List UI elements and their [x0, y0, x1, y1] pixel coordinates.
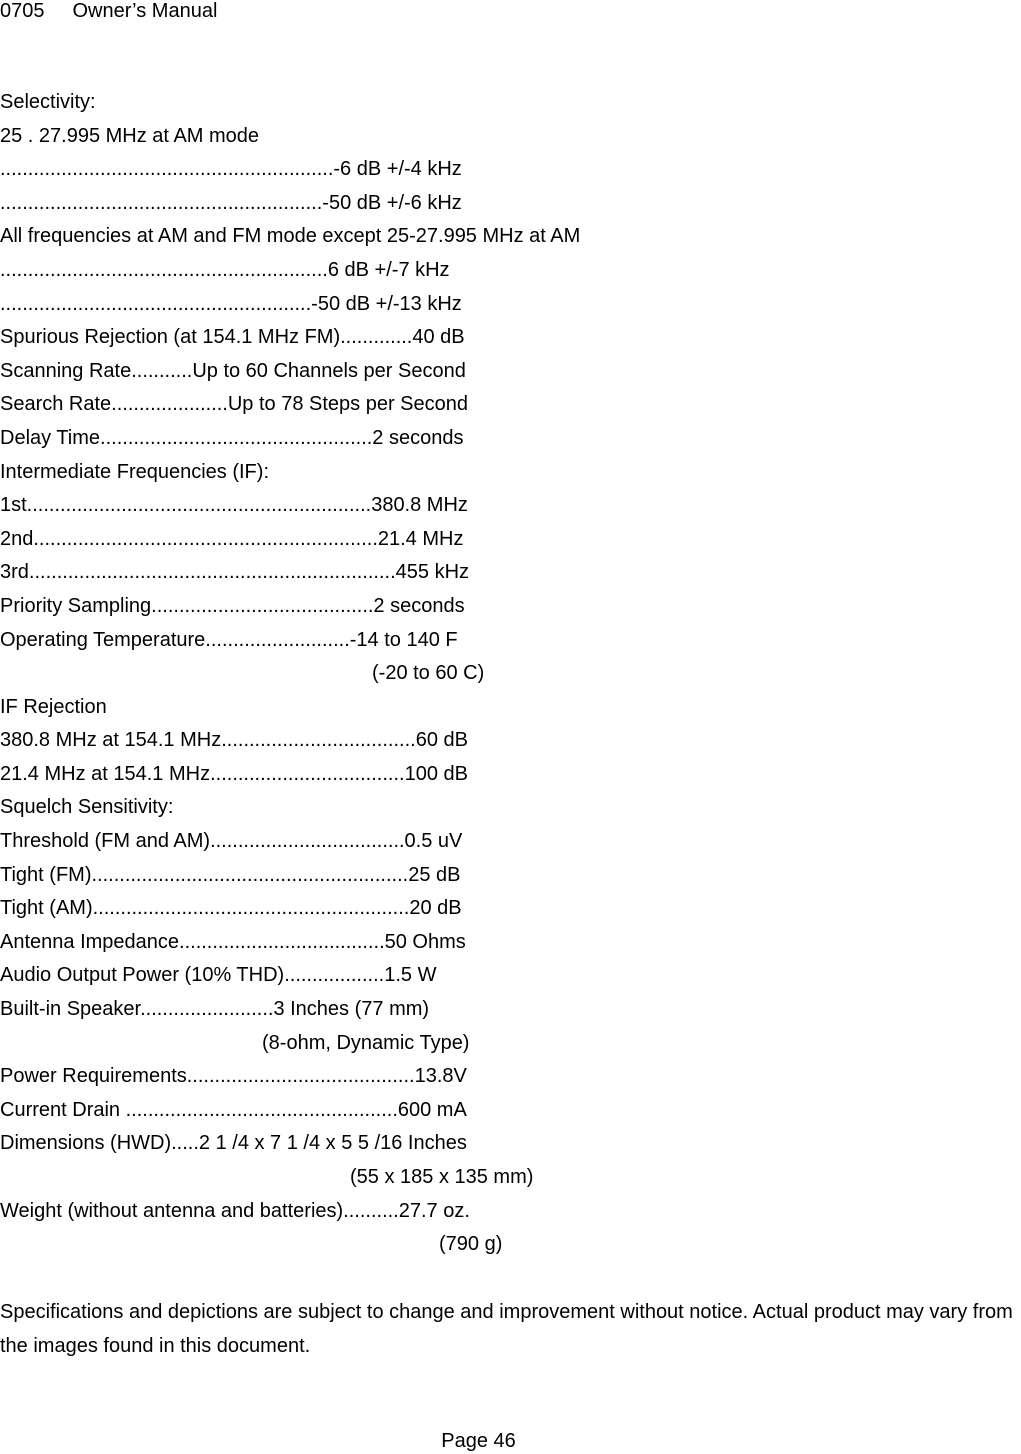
spec-line: Audio Output Power (10% THD)..................1.5 W [0, 964, 437, 987]
spec-line: Dimensions (HWD).....2 1 /4 x 7 1 /4 x 5 5 /16 Inches [0, 1132, 467, 1155]
spec-line: Search Rate.....................Up to 78 Steps per Second [0, 393, 469, 416]
spec-line: ........................................................-50 dB +/-13 kHz [0, 292, 462, 315]
spec-line: Delay Time.................................................2 seconds [0, 426, 464, 449]
document-title: Owner’s Manual [72, 0, 218, 22]
spec-line: 21.4 MHz at 154.1 MHz...................................100 dB [0, 762, 468, 785]
spec-line: 25 . 27.995 MHz at AM mode [0, 124, 260, 147]
spec-line: Current Drain .................................................600 mA [0, 1098, 467, 1121]
spec-continuation: (-20 to 60 C) [372, 662, 485, 685]
spec-line: 1st..............................................................380.8 MHz [0, 494, 468, 517]
page-number: Page 46 [441, 1430, 516, 1452]
spec-line: Tight (AM).........................................................20 dB [0, 897, 462, 920]
spec-line: 3rd..................................................................455 kHz [0, 561, 470, 584]
page-footer [0, 1429, 1021, 1453]
spec-continuation: (790 g) [439, 1233, 503, 1256]
spec-line: Scanning Rate...........Up to 60 Channels per Second [0, 359, 466, 382]
document-number: 0705 [0, 0, 45, 22]
spec-heading-if: Intermediate Frequencies (IF): [0, 460, 269, 483]
spec-line: ..........................................................-50 dB +/-6 kHz [0, 191, 462, 214]
specifications-list [0, 86, 1021, 1262]
spec-heading-selectivity: Selectivity: [0, 91, 96, 113]
page-header [0, 0, 217, 22]
spec-line: Threshold (FM and AM)...................................0.5 uV [0, 830, 463, 853]
spec-line: Antenna Impedance.....................................50 Ohms [0, 930, 466, 953]
spec-line: ...........................................................6 dB +/-7 kHz [0, 258, 450, 281]
spec-line: 380.8 MHz at 154.1 MHz...................................60 dB [0, 729, 468, 752]
spec-line: 2nd..............................................................21.4 MHz [0, 527, 464, 550]
spec-continuation: (8-ohm, Dynamic Type) [262, 1031, 470, 1054]
change-notice: Specifications and depictions are subject to change and improvement without notice. Actual product may vary from the images found in this document. [0, 1301, 1013, 1357]
spec-line: Priority Sampling........................................2 seconds [0, 594, 465, 617]
spec-line: Built-in Speaker........................3 Inches (77 mm) [0, 998, 430, 1021]
spec-line: Weight (without antenna and batteries)..........27.7 oz. [0, 1199, 470, 1222]
spec-heading-if-rejection: IF Rejection [0, 695, 107, 718]
spec-line: Spurious Rejection (at 154.1 MHz FM).............40 dB [0, 326, 465, 349]
spec-line: All frequencies at AM and FM mode except 25-27.995 MHz at AM [0, 225, 581, 248]
spec-continuation: (55 x 185 x 135 mm) [350, 1166, 534, 1188]
spec-heading-squelch: Squelch Sensitivity: [0, 796, 174, 819]
spec-line: Operating Temperature..........................-14 to 140 F [0, 628, 458, 651]
spec-line: ............................................................-6 dB +/-4 kHz [0, 158, 462, 181]
spec-line: Tight (FM).........................................................25 dB [0, 863, 461, 886]
spec-line: Power Requirements.........................................13.8V [0, 1065, 467, 1088]
